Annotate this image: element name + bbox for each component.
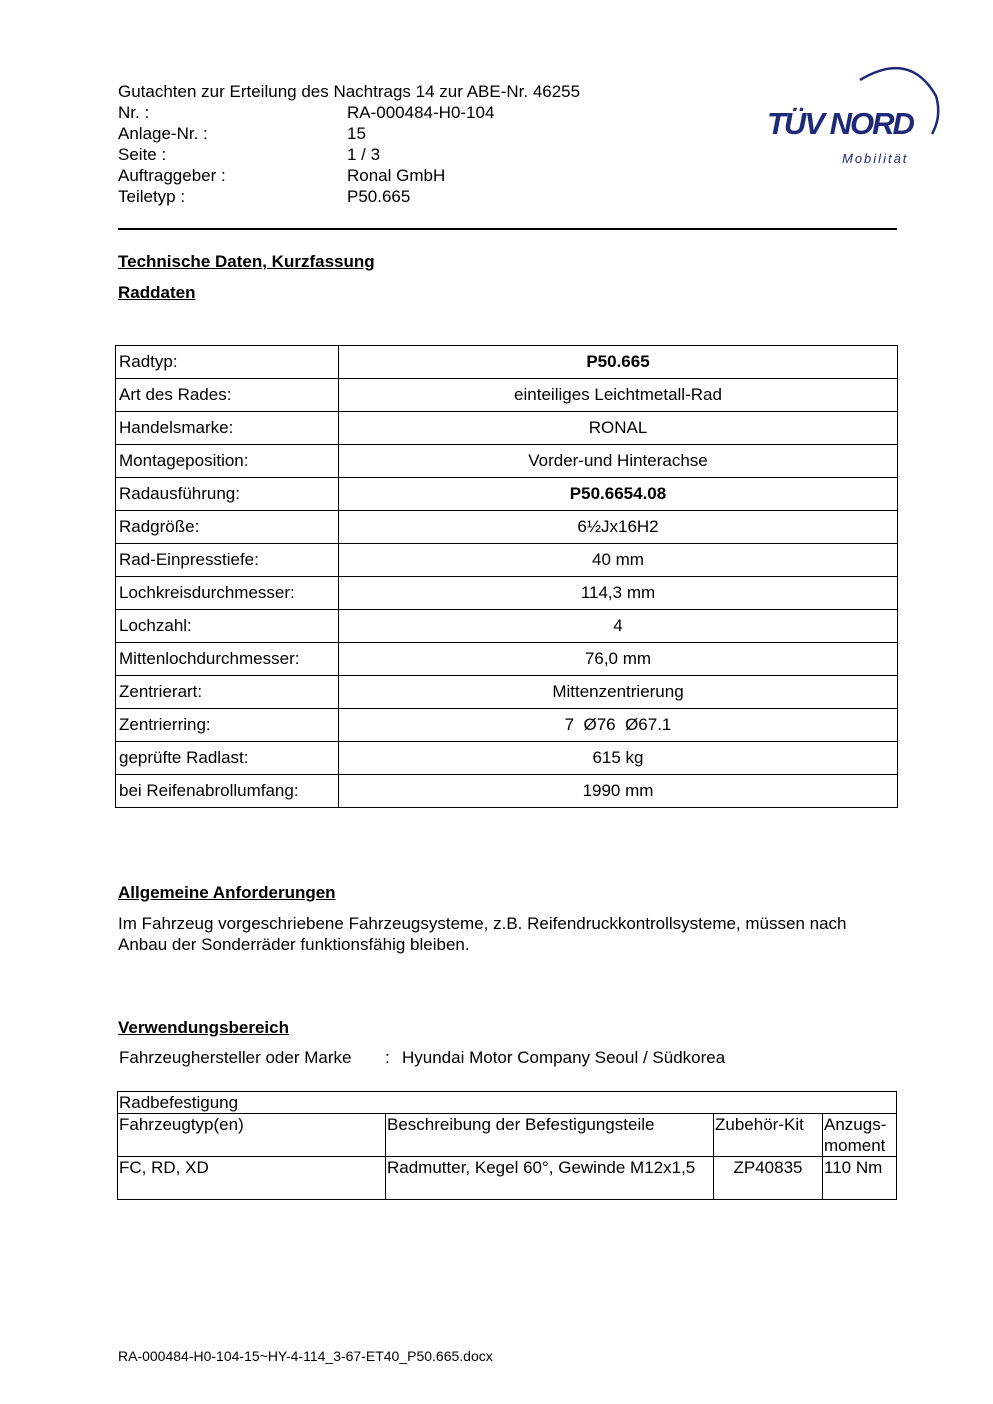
raddaten-title: Raddaten: [118, 283, 196, 302]
row-label: Art des Rades:: [116, 379, 339, 412]
header-value: 15: [347, 124, 366, 143]
table-cell: 110 Nm: [823, 1157, 897, 1200]
row-label: Radgröße:: [116, 511, 339, 544]
header-value: RA-000484-H0-104: [347, 103, 495, 122]
column-header: Anzugs-moment: [823, 1114, 897, 1157]
header-value: P50.665: [347, 187, 411, 206]
header-field-seite: [118, 144, 580, 165]
table-row: [116, 379, 898, 412]
column-header: Zubehör-Kit: [714, 1114, 823, 1157]
header-label: Teiletyp :: [118, 187, 186, 206]
row-label: geprüfte Radlast:: [116, 742, 339, 775]
row-value: Mittenzentrierung: [339, 676, 898, 709]
table-caption: Radbefestigung: [118, 1092, 897, 1114]
table-cell: FC, RD, XD: [118, 1157, 386, 1200]
table-row: [116, 709, 898, 742]
table-row: [116, 412, 898, 445]
row-value: 40 mm: [339, 544, 898, 577]
table-row: [116, 544, 898, 577]
table-header-row: [118, 1114, 897, 1157]
header-label: Anlage-Nr. :: [118, 124, 208, 143]
header-value: 1 / 3: [347, 145, 381, 164]
row-label: Radausführung:: [116, 478, 339, 511]
document-header: [118, 81, 580, 207]
header-value: Ronal GmbH: [347, 166, 446, 185]
row-label: Lochzahl:: [116, 610, 339, 643]
row-label: Handelsmarke:: [116, 412, 339, 445]
row-label: Mittenlochdurchmesser:: [116, 643, 339, 676]
manufacturer-value: Hyundai Motor Company Seoul / Südkorea: [402, 1048, 726, 1067]
table-row: [116, 742, 898, 775]
header-field-nr: [118, 102, 580, 123]
logo-subtext: Mobilität: [842, 151, 909, 166]
table-row: [116, 610, 898, 643]
row-label: Rad-Einpresstiefe:: [116, 544, 339, 577]
row-value: 114,3 mm: [339, 577, 898, 610]
manufacturer-separator: :: [385, 1048, 390, 1067]
tuv-nord-logo: [760, 56, 945, 171]
row-label: Zentrierart:: [116, 676, 339, 709]
header-label: Auftraggeber :: [118, 166, 226, 185]
mounting-table: [117, 1091, 897, 1200]
section-title: Technische Daten, Kurzfassung: [118, 252, 375, 271]
header-label: Nr. :: [118, 103, 150, 122]
allgemein-title: Allgemeine Anforderungen: [118, 883, 336, 902]
table-row: [118, 1157, 897, 1200]
footer-filename: RA-000484-H0-104-15~HY-4-114_3-67-ET40_P50.665.docx: [118, 1348, 493, 1364]
row-value: 7 Ø76 Ø67.1: [339, 709, 898, 742]
row-value: einteiliges Leichtmetall-Rad: [339, 379, 898, 412]
table-row: [116, 775, 898, 808]
row-label: Radtyp:: [116, 346, 339, 379]
row-label: bei Reifenabrollumfang:: [116, 775, 339, 808]
allgemein-text: Im Fahrzeug vorgeschriebene Fahrzeugsysteme, z.B. Reifendruckkontrollsysteme, müssen nach Anbau der Sonderräder funktionsfähig bleiben.: [118, 914, 847, 954]
table-row: [116, 676, 898, 709]
row-label: Lochkreisdurchmesser:: [116, 577, 339, 610]
row-value: 1990 mm: [339, 775, 898, 808]
header-field-auftraggeber: [118, 165, 580, 186]
table-row: [116, 478, 898, 511]
manufacturer-label: Fahrzeughersteller oder Marke: [119, 1048, 352, 1067]
table-cell: ZP40835: [714, 1157, 823, 1200]
manufacturer-line: [119, 1048, 725, 1068]
row-value: P50.6654.08: [339, 478, 898, 511]
wheel-data-table: [115, 345, 898, 808]
table-row: [116, 445, 898, 478]
header-divider: [118, 228, 897, 230]
row-value: P50.665: [339, 346, 898, 379]
table-caption-row: [118, 1092, 897, 1114]
header-title: Gutachten zur Erteilung des Nachtrags 14 zur ABE-Nr. 46255: [118, 82, 581, 101]
row-value: 76,0 mm: [339, 643, 898, 676]
header-field-teiletyp: [118, 186, 580, 207]
table-row: [116, 346, 898, 379]
table-row: [116, 511, 898, 544]
column-header: Fahrzeugtyp(en): [118, 1114, 386, 1157]
row-value: 6½Jx16H2: [339, 511, 898, 544]
verwendung-title: Verwendungsbereich: [118, 1018, 289, 1037]
row-label: Montageposition:: [116, 445, 339, 478]
row-value: RONAL: [339, 412, 898, 445]
table-cell: Radmutter, Kegel 60°, Gewinde M12x1,5: [386, 1157, 714, 1200]
header-field-anlage: [118, 123, 580, 144]
header-label: Seite :: [118, 145, 167, 164]
logo-text: TÜV NORD: [767, 106, 913, 141]
row-value: 4: [339, 610, 898, 643]
row-label: Zentrierring:: [116, 709, 339, 742]
table-row: [116, 577, 898, 610]
row-value: 615 kg: [339, 742, 898, 775]
table-row: [116, 643, 898, 676]
column-header: Beschreibung der Befestigungsteile: [386, 1114, 714, 1157]
row-value: Vorder-und Hinterachse: [339, 445, 898, 478]
